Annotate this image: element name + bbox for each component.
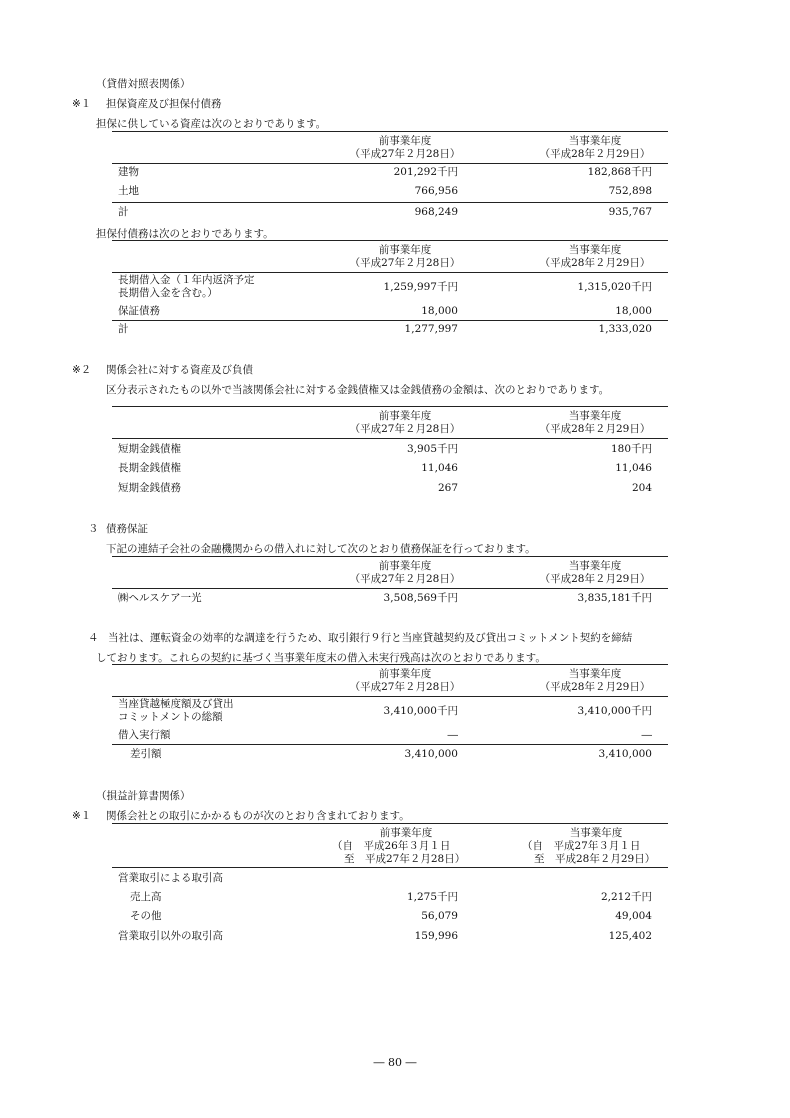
cell-prev: 3,508,569千円 (383, 592, 458, 604)
cell-prev: 18,000 (421, 305, 458, 317)
cell-prev: 201,292千円 (393, 166, 458, 178)
table-top-rule (112, 556, 668, 557)
cell-prev: 1,259,997千円 (383, 281, 458, 293)
row-label: ㈱ヘルスケア一光 (118, 592, 202, 604)
cell-curr: 1,333,020 (598, 323, 652, 335)
col-header-prev: 前事業年度 （平成27年２月28日） (349, 244, 461, 269)
row-label-total: 計 (118, 323, 129, 335)
row-label: 保証債務 (118, 305, 160, 317)
subtotal-rule (112, 202, 668, 203)
note-intro-3: 下記の連結子会社の金融機関からの借入れに対して次のとおり債務保証を行っております。 (106, 543, 536, 555)
cell-prev: 1,277,997 (404, 323, 458, 335)
note-mark-4: ４ (88, 632, 99, 644)
cell-prev: 3,410,000千円 (383, 705, 458, 717)
col-header-prev: 前事業年度 （平成27年２月28日） (349, 135, 461, 160)
note-intro-1b: 担保付債務は次のとおりであります。 (96, 228, 274, 240)
cell-curr: 752,898 (608, 185, 652, 197)
col-header-curr: 当事業年度 （平成28年２月29日） (539, 668, 651, 693)
note-intro-1: 担保に供している資産は次のとおりであります。 (96, 118, 327, 130)
row-label: 営業取引以外の取引高 (118, 930, 223, 942)
page-number: ― 80 ― (373, 1056, 417, 1069)
note-title-1: 担保資産及び担保付債務 (106, 98, 222, 110)
row-label: 短期金銭債務 (118, 482, 181, 494)
table-header-rule (112, 272, 668, 273)
cell-curr: ― (641, 729, 652, 741)
cell-curr: 11,046 (615, 462, 652, 474)
col-header-prev: 前事業年度 （自 平成26年３月１日 至 平成27年２月28日） (332, 827, 466, 865)
table-top-rule (112, 664, 668, 665)
subtotal-rule (112, 744, 668, 745)
row-label: その他 (130, 910, 162, 922)
row-label-total: 計 (118, 206, 129, 218)
table-top-rule (112, 131, 668, 132)
row-group-label: 営業取引による取引高 (118, 872, 223, 884)
cell-curr: 204 (631, 482, 652, 494)
row-label-commitment: 当座貸越極度額及び貸出 コミットメントの総額 (118, 698, 234, 723)
cell-curr: 935,767 (608, 206, 652, 218)
table-top-rule (112, 240, 668, 241)
row-label: 借入実行額 (118, 729, 171, 741)
col-header-prev: 前事業年度 （平成27年２月28日） (349, 668, 461, 693)
note-mark-3: ３ (88, 523, 99, 535)
cell-prev: 968,249 (414, 206, 458, 218)
pl-note-mark-1: ※１ (72, 810, 92, 822)
cell-curr: 3,410,000 (598, 748, 652, 760)
col-header-curr: 当事業年度 （自 平成27年３月１日 至 平成28年２月29日） (522, 827, 656, 865)
note-text-4-line1: 当社は、運転資金の効率的な調達を行うため、取引銀行９行と当座貸越契約及び貸出コミットメント契約を締結 (108, 632, 633, 644)
row-label-total: 差引額 (130, 748, 162, 760)
table-header-rule (112, 696, 668, 697)
col-header-curr: 当事業年度 （平成28年２月29日） (539, 244, 651, 269)
cell-curr: 3,835,181千円 (577, 592, 652, 604)
bs-heading: （貸借対照表関係） (96, 78, 191, 90)
cell-curr: 180千円 (610, 443, 652, 455)
cell-curr: 18,000 (615, 305, 652, 317)
row-label: 売上高 (130, 891, 162, 903)
cell-prev: 1,275千円 (406, 891, 458, 903)
table-header-rule (112, 588, 668, 589)
table-header-rule (112, 438, 668, 439)
note-intro-2: 区分表示されたもの以外で当該関係会社に対する金銭債権又は金銭債務の金額は、次のとおりであります。 (106, 384, 610, 396)
table-header-rule (112, 163, 668, 164)
pl-heading: （損益計算書関係） (96, 790, 191, 802)
col-header-curr: 当事業年度 （平成28年２月29日） (539, 410, 651, 435)
cell-curr: 3,410,000千円 (577, 705, 652, 717)
cell-curr: 2,212千円 (600, 891, 652, 903)
cell-curr: 182,868千円 (587, 166, 652, 178)
note-text-4-line2: しております。これらの契約に基づく当事業年度末の借入未実行残高は次のとおりであります。 (96, 652, 546, 664)
table-top-rule (112, 823, 668, 824)
cell-prev: 11,046 (421, 462, 458, 474)
note-title-3: 債務保証 (106, 523, 148, 535)
cell-prev: 3,410,000 (404, 748, 458, 760)
cell-curr: 1,315,020千円 (577, 281, 652, 293)
cell-prev: 3,905千円 (406, 443, 458, 455)
cell-curr: 49,004 (615, 910, 652, 922)
table-top-rule (112, 406, 668, 407)
cell-prev: 766,956 (414, 185, 458, 197)
cell-prev: ― (447, 729, 458, 741)
row-label: 長期金銭債権 (118, 462, 181, 474)
note-title-2: 関係会社に対する資産及び負債 (106, 364, 253, 376)
cell-curr: 125,402 (608, 930, 652, 942)
row-label: 建物 (118, 166, 139, 178)
col-header-curr: 当事業年度 （平成28年２月29日） (539, 135, 651, 160)
table-header-rule (112, 867, 668, 868)
note-mark-2: ※２ (72, 364, 92, 376)
col-header-prev: 前事業年度 （平成27年２月28日） (349, 560, 461, 585)
col-header-prev: 前事業年度 （平成27年２月28日） (349, 410, 461, 435)
subtotal-rule (112, 320, 668, 321)
row-label-loan: 長期借入金（１年内返済予定 長期借入金を含む。） (118, 274, 255, 299)
pl-note-title-1: 関係会社との取引にかかるものが次のとおり含まれております。 (106, 810, 410, 822)
col-header-curr: 当事業年度 （平成28年２月29日） (539, 560, 651, 585)
note-mark-1: ※１ (72, 98, 92, 110)
cell-prev: 56,079 (421, 910, 458, 922)
cell-prev: 267 (437, 482, 458, 494)
row-label: 短期金銭債権 (118, 443, 181, 455)
row-label: 土地 (118, 185, 139, 197)
cell-prev: 159,996 (414, 930, 458, 942)
